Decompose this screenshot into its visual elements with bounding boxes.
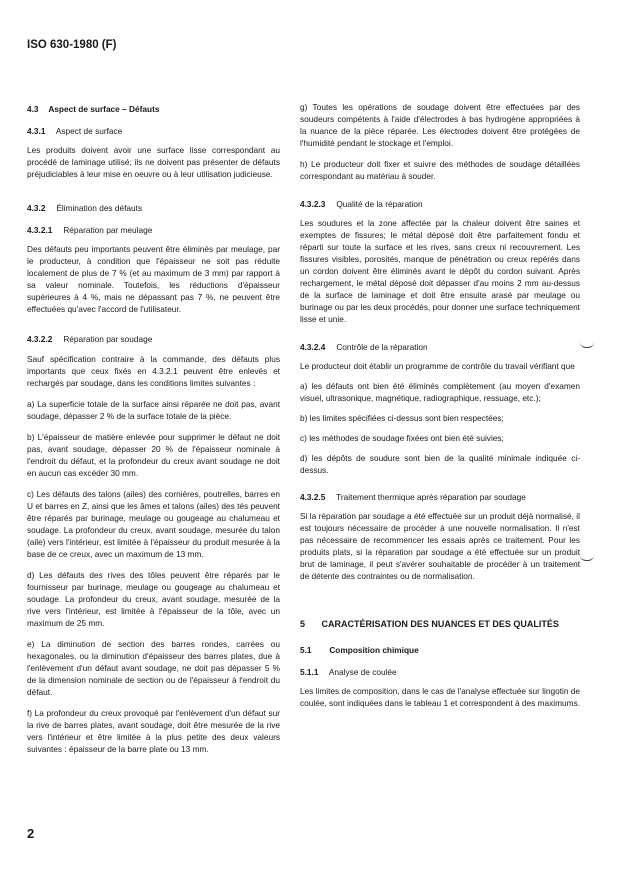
heading-5-1: 5.1 Composition chimique — [300, 645, 419, 655]
page-number: 2 — [27, 826, 35, 841]
paragraph-4-3-2-3: Les soudures et la zone affectée par la chaleur doivent être saines et exemptes de fissures; le métal déposé doit être parfaitement fondu et réparti sur toute la surface et les rives, sans creux ni recouvrement. Les fissures visibles, porosités, manque de pénétration ou creux repérés dans un cordon doivent être éliminés avant le dépôt du cordon suivant. Après rechargement, le métal déposé doit dépasser d'au moins 2 mm au-dessus de la surface de laminage et doit être ensuite arasé par meulage ou burinage ou par les deux procédés, pour donner une surface techniquement lisse et unie. — [300, 218, 580, 324]
heading-4-3-2: 4.3.2 Élimination des défauts — [27, 203, 143, 213]
heading-4-3-2-4: 4.3.2.4 Contrôle de la réparation — [300, 342, 428, 352]
right-column — [300, 101, 580, 709]
list-item-e: e) La diminution de section des barres rondes, carrées ou hexagonales, ou la diminution d'épaisseur des barres plates, due à l'enlèvement d'un défaut avant soudage, ne doit pas dépasser 5 % de la dimension nominale de section ou de l'épaisseur à l'endroit du défaut. — [27, 639, 280, 697]
margin-mark — [580, 342, 594, 348]
check-item-d: d) les dépôts de soudure sont bien de la qualité minimale indiquée ci-dessus. — [300, 453, 580, 475]
check-item-b: b) les limites spécifiées ci-dessus sont bien respectées; — [300, 413, 504, 423]
heading-4-3: 4.3 Aspect de surface – Défauts — [27, 104, 160, 114]
paragraph-4-3-2-5: Si la réparation par soudage a été effectuée sur un produit déjà normalisé, il est toujours nécessaire de procéder à une nouvelle normalisation. Il n'est pas nécessaire de recommencer les essais après ce traitement. Pour les produits plats, si la réparation par soudage a été effectuée sur un produit brut de laminage, il peut s'avérer souhaitable de procéder à un traitement de détente des contraintes ou de normalisation. — [300, 511, 580, 581]
paragraph-4-3-2-1: Des défauts peu importants peuvent être éliminés par meulage, par le producteur, à condition que l'épaisseur ne soit pas réduite localement de plus de 7 % (et au maximum de 3 mm) par rapport à sa valeur nominale. Toutefois, les réductions d'épaisseur supérieures à 4 %, mais ne dépassant pas 7 %, ne peuvent être effectuées qu'avec l'accord de l'utilisateur. — [27, 244, 280, 314]
heading-4-3-2-2: 4.3.2.2 Réparation par soudage — [27, 334, 153, 344]
margin-mark — [580, 555, 594, 561]
heading-5-1-1: 5.1.1 Analyse de coulée — [300, 667, 397, 677]
list-item-g: g) Toutes les opérations de soudage doivent être effectuées par des soudeurs compétents à l'aide d'électrodes à bas hydrogène appropriées à la nuance de la pièce réparée. Les électrodes doivent être protégées de l'humidité pendant le stockage et l'emploi. — [300, 102, 580, 148]
list-item-h: h) Le producteur doit fixer et suivre des méthodes de soudage détaillées correspondant au matériau à souder. — [300, 159, 580, 181]
document-header: ISO 630-1980 (F) — [27, 39, 117, 51]
left-column — [27, 104, 280, 755]
heading-4-3-2-3: 4.3.2.3 Qualité de la réparation — [300, 199, 423, 209]
list-item-a: a) La superficie totale de la surface ainsi réparée ne doit pas, avant soudage, dépasser 2 % de la surface totale de la pièce. — [27, 399, 280, 421]
heading-4-3-2-5: 4.3.2.5 Traitement thermique après réparation par soudage — [300, 492, 526, 502]
list-item-c: c) Les défauts des talons (ailes) des cornières, poutrelles, barres en U et barres en Z, ainsi que les âmes et talons (ailes) des tés peuvent être réparés par burinage, meulage ou gougeage au chalumeau et soudage. La profondeur du creux, avant soudage, mesurée du talon (aile) vers l'intérieur, est limitée à l'épaisseur du produit mesurée à la base de ce creux, avec un maximum de 13 mm. — [27, 489, 280, 559]
paragraph-4-3-1: Les produits doivent avoir une surface lisse correspondant au procédé de laminage utilisé; ils ne doivent pas présenter de défauts préjudiciables à leur mise en oeuvre ou à leur utilisation judicieuse. — [27, 145, 280, 179]
list-item-d: d) Les défauts des rives des tôles peuvent être réparés par le fournisseur par burinage, meulage ou gougeage au chalumeau et soudage. La profondeur du creux, avant soudage, mesurée de la rive vers l'intérieur, est limitée à l'épaisseur de la tôle, avec un maximum de 25 mm. — [27, 570, 280, 628]
paragraph-4-3-2-4: Le producteur doit établir un programme de contrôle du travail vérifiant que — [300, 361, 575, 371]
paragraph-5-1-1: Les limites de composition, dans le cas de l'analyse effectuée sur lingotin de coulée, sont indiquées dans le tableau 1 et correspondent à des maximums. — [300, 686, 580, 708]
list-item-b: b) L'épaisseur de matière enlevée pour supprimer le défaut ne doit pas, avant soudage, dépasser 20 % de l'épaisseur nominale à l'endroit du défaut, et la profondeur du creux avant soudage ne doit en aucun cas excéder 30 mm. — [27, 432, 280, 478]
heading-4-3-1: 4.3.1 Aspect de surface — [27, 126, 123, 136]
list-item-f: f) La profondeur du creux provoqué par l'enlèvement d'un défaut sur la rive de barres plates, avant soudage, doit être mesurée de la rive vers l'intérieur et être limitée à la plus petite des deux valeurs suivantes : épaisseur de la barre plate ou 13 mm. — [27, 708, 280, 754]
check-item-c: c) les méthodes de soudage fixées ont bien été suivies; — [300, 433, 504, 443]
heading-5: 5 CARACTÉRISATION DES NUANCES ET DES QUALITÉS — [300, 619, 559, 629]
paragraph-4-3-2-2: Sauf spécification contraire à la commande, des défauts plus importants que ceux fixés en 4.3.2.1 peuvent être enlevés et rechargés par soudage, dans les conditions limites suivantes : — [27, 354, 280, 388]
heading-4-3-2-1: 4.3.2.1 Réparation par meulage — [27, 225, 153, 235]
check-item-a: a) les défauts ont bien été éliminés complètement (au moyen d'examen visuel, ultrasonique, magnétique, radiographique, ressuage, etc.); — [300, 381, 580, 403]
